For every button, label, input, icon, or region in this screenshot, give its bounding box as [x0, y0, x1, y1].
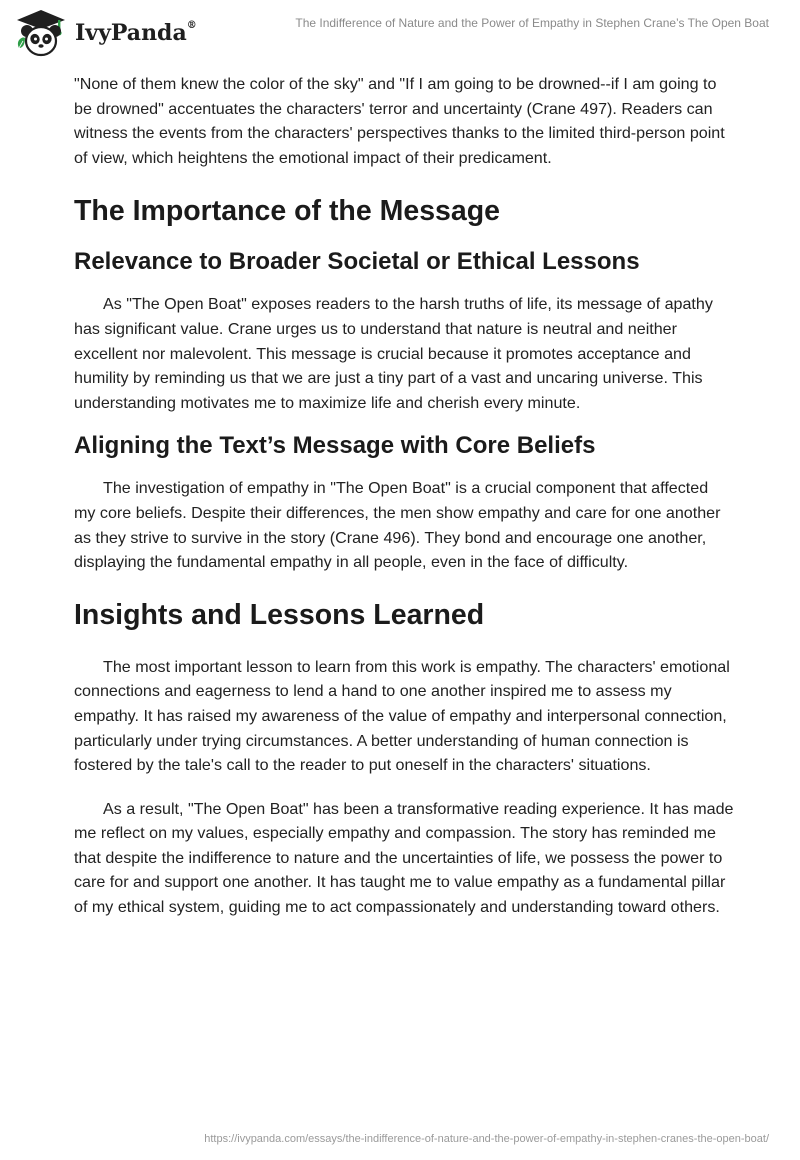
page-header — [0, 0, 800, 66]
paragraph-aligning: The investigation of empathy in "The Open Boat" is a crucial component that affected my core beliefs. Despite their differences, the men show empathy and care for one another as they strive to survive in the story (Crane 496). They bond and encourage one another, displaying the fundamental empathy in all people, even in the face of difficulty. — [74, 479, 721, 572]
section-heading-insights: Insights and Lessons Learned — [74, 598, 485, 631]
paragraph-insights-2: As a result, "The Open Boat" has been a transformative reading experience. It has made me reflect on my values, especially empathy and compassion. The story has reminded me that despite the indifference to nature and the uncertainties of life, we possess the power to care for and support one another. It has taught me to value empathy as a fundamental pillar of my ethical system, guiding me to act compassionately and understanding toward others. — [74, 799, 734, 917]
subheading-relevance: Relevance to Broader Societal or Ethical Lessons — [74, 248, 640, 276]
registered-mark: ® — [186, 19, 197, 31]
essay-body — [74, 72, 734, 920]
paragraph-relevance: As "The Open Boat" exposes readers to the harsh truths of life, its message of apathy has significant value. Crane urges us to understand that nature is neutral and neither excellent nor malevolent. This message is crucial because it promotes acceptance and humility by reminding us that we are just a tiny part of a vast and uncaring universe. This understanding motivates me to maximize life and cherish every minute. — [74, 295, 713, 412]
intro-paragraph: "None of them knew the color of the sky" and "If I am going to be drowned--if I am going to be drowned" accentuates the characters' terror and uncertainty (Crane 497). Readers can witness the events from the characters' perspectives thanks to the limited third-person point of view, which heightens the emotional impact of their predicament. — [74, 75, 725, 167]
running-title: The Indifference of Nature and the Power of Empathy in Stephen Crane’s The Open Boat — [295, 16, 769, 30]
logo-wordmark: IvyPanda® — [75, 19, 197, 46]
ivypanda-logo[interactable] — [13, 8, 197, 60]
paragraph-insights-1: The most important lesson to learn from this work is empathy. The characters' emotional connections and eagerness to lend a hand to one another inspired me to assess my empathy. It has raised my awareness of the value of empathy and interpersonal connection, particularly under trying circumstances. A better understanding of human connection is fostered by the tale's call to the reader to put oneself in the characters' situations. — [74, 657, 730, 775]
subheading-aligning: Aligning the Text’s Message with Core Beliefs — [74, 432, 596, 460]
section-heading-importance: The Importance of the Message — [74, 195, 501, 228]
panda-graduate-icon — [13, 8, 69, 60]
source-url[interactable]: https://ivypanda.com/essays/the-indifference-of-nature-and-the-power-of-empathy-in-stephen-cranes-the-open-boat/ — [204, 1133, 769, 1145]
